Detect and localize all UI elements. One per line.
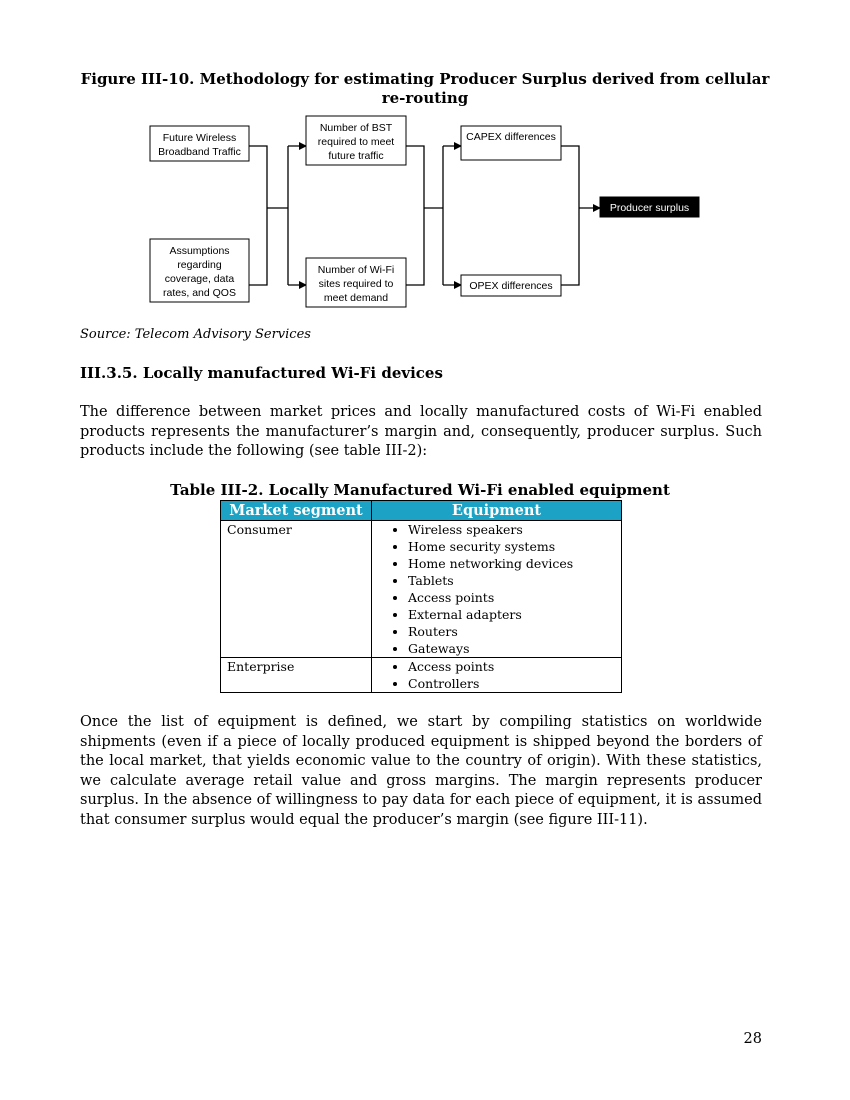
segment-cell: Enterprise — [221, 658, 372, 693]
node-wifi-sites — [306, 258, 406, 307]
node-opex — [461, 275, 561, 296]
connector-lines — [249, 146, 600, 285]
page-number: 28 — [743, 1031, 762, 1047]
node-wifi-sites-line-2: sites required to — [318, 278, 394, 290]
equipment-cell — [372, 521, 622, 658]
methodology-diagram — [0, 0, 850, 330]
equipment-table — [220, 500, 622, 693]
node-assumptions-line-4: rates, and QOS — [163, 287, 236, 299]
node-producer-surplus — [600, 197, 699, 217]
node-bst-line-3: future traffic — [328, 150, 384, 162]
list-item: • External adapters — [408, 606, 615, 623]
table-row — [221, 658, 622, 693]
node-future-traffic-line-1: Future Wireless — [162, 132, 237, 144]
node-future-traffic-line-2: Broadband Traffic — [158, 146, 241, 158]
list-item: • Routers — [408, 623, 615, 640]
equipment-list — [378, 658, 615, 692]
list-item: • Wireless speakers — [408, 521, 615, 538]
node-capex-label: CAPEX differences — [466, 131, 556, 143]
section-heading: III.3.5. Locally manufactured Wi-Fi devices — [80, 364, 443, 382]
column-header-equipment: Equipment — [372, 501, 622, 521]
segment-cell: Consumer — [221, 521, 372, 658]
intro-paragraph: The difference between market prices and locally manufactured costs of Wi-Fi enabled products represents the manufacturer’s margin and, consequently, producer surplus. Such products include the following (see table III-2): — [80, 404, 762, 460]
table-header-row — [221, 501, 622, 521]
node-bst — [306, 116, 406, 165]
equipment-list — [378, 521, 615, 657]
list-item: • Home networking devices — [408, 555, 615, 572]
node-wifi-sites-line-1: Number of Wi-Fi — [317, 264, 395, 276]
node-bst-line-1: Number of BST — [319, 122, 393, 134]
column-header-segment: Market segment — [221, 501, 372, 521]
table-caption: Table III-2. Locally Manufactured Wi-Fi enabled equipment — [170, 481, 670, 499]
node-bst-line-2: required to meet — [317, 136, 395, 148]
node-assumptions-line-1: Assumptions — [169, 245, 230, 257]
node-assumptions — [150, 239, 249, 302]
equipment-cell — [372, 658, 622, 693]
figure-source: Source: Telecom Advisory Services — [80, 327, 311, 342]
list-item: • Tablets — [408, 572, 615, 589]
list-item: • Access points — [408, 658, 615, 675]
node-opex-label: OPEX differences — [469, 280, 553, 292]
node-producer-surplus-label: Producer surplus — [609, 202, 690, 214]
node-assumptions-line-3: coverage, data — [164, 273, 235, 285]
closing-paragraph: Once the list of equipment is defined, we start by compiling statistics on worldwide shipments (even if a piece of locally produced equipment is shipped beyond the borders of the local market, that yields economic value to the country of origin). With these statistics, we calculate average retail value and gross margins. The margin represents producer surplus. In the absence of willingness to pay data for each piece of equipment, it is assumed that consumer surplus would equal the producer’s margin (see figure III-11). — [80, 714, 762, 828]
node-wifi-sites-line-3: meet demand — [323, 292, 389, 304]
list-item: • Access points — [408, 589, 615, 606]
list-item: • Controllers — [408, 675, 615, 692]
figure-title: Figure III-10. Methodology for estimating Producer Surplus derived from cellular re-routing — [80, 70, 770, 107]
node-assumptions-line-2: regarding — [177, 259, 222, 271]
node-future-traffic — [150, 126, 249, 161]
node-capex — [461, 126, 561, 160]
table-row — [221, 521, 622, 658]
list-item: • Gateways — [408, 640, 615, 657]
list-item: • Home security systems — [408, 538, 615, 555]
